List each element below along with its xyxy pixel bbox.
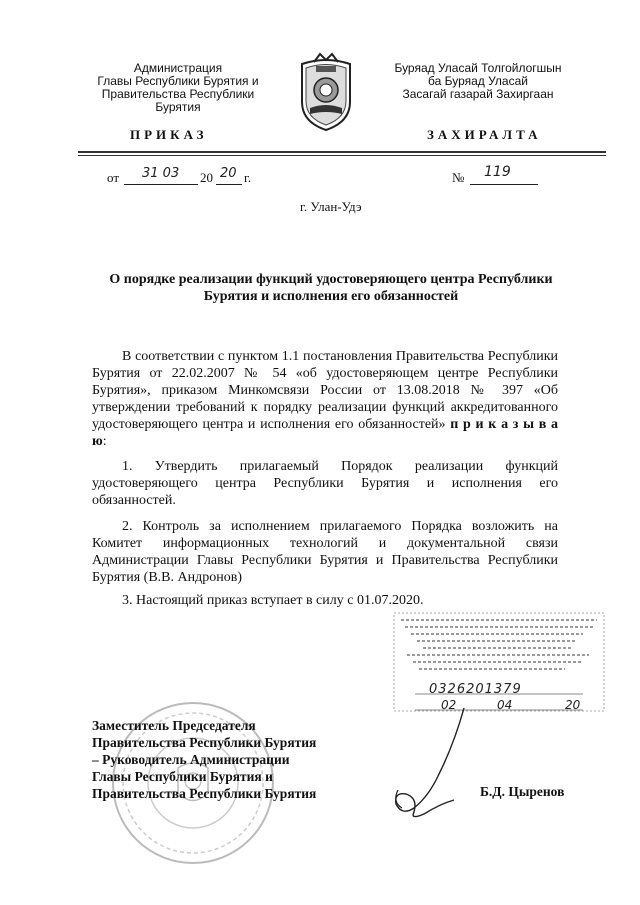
date-suffix: г. — [244, 170, 252, 185]
order-item-1: 1. Утвердить прилагаемый Порядок реализации функций удостоверяющего центра Республики Бурятия и исполнения его обязанностей. — [92, 459, 558, 508]
header-rule-thin — [78, 155, 606, 156]
year-handwritten: 20 — [220, 166, 237, 181]
handwritten-signature — [384, 704, 494, 824]
stamp-texture — [393, 612, 605, 712]
signatory-name: Б.Д. Цыренов — [480, 784, 565, 799]
intro-end: : — [102, 434, 107, 449]
position-line: Правительства Республики Бурятия — [92, 735, 317, 750]
number-underline — [470, 184, 538, 185]
stamp-reg-number: 0326201379 — [429, 682, 522, 697]
title-line: Бурятия и исполнения его обязанностей — [203, 289, 459, 304]
date-year-prefix: 20 — [200, 170, 213, 185]
header-rule-thick — [78, 151, 606, 153]
stamp-month: 04 — [497, 698, 513, 712]
registration-stamp — [393, 612, 605, 712]
date-prefix: от — [107, 170, 120, 185]
header-right-line: Буряад Уласай Толгойлогшын — [394, 61, 562, 75]
header-right-line: Засагай газарай Захиргаан — [402, 87, 554, 101]
position-line: Заместитель Председателя — [92, 718, 256, 733]
doc-type-left: ПРИКАЗ — [130, 127, 208, 142]
header-left-line: Главы Республики Бурятия и — [97, 74, 259, 88]
date-handwritten: 31 03 — [142, 166, 180, 181]
order-item-2: 2. Контроль за исполнением прилагаемого Порядка возложить на Комитет информационных технологий и документальной связи Администрации Главы Республики Бурятия и Правительства Республики Бурятия (В.В. Андронов) — [92, 519, 558, 585]
doc-type-right: ЗАХИРАЛТА — [427, 127, 542, 142]
header-right-line: ба Буряад Уласай — [427, 74, 528, 88]
intro-paragraph — [92, 348, 558, 450]
intro-text: В соответствии с пунктом 1.1 постановления Правительства Республики Бурятия от 22.02.2007 № 54 «об удостоверяющем центре Республики Бурятия», приказом Минкомсвязи России от 13.08.2018 № 397 «Об утверждении требований к порядку реализации функций аккредитованного удостоверяющего центра и исполнения его обязанностей» — [92, 349, 558, 432]
position-line: Главы Республики Бурятия и — [92, 769, 273, 784]
city-label: г. Улан-Удэ — [300, 199, 362, 214]
title-line: О порядке реализации функций удостоверяющего центра Республики — [109, 272, 553, 287]
year-underline — [216, 184, 242, 185]
number-prefix: № — [452, 170, 465, 185]
stamp-day: 02 — [441, 698, 457, 712]
header-left-org — [78, 62, 278, 114]
header-left-line: Администрация — [133, 61, 223, 75]
number-handwritten: 119 — [484, 164, 511, 180]
date-underline — [124, 184, 198, 185]
order-item-3: 3. Настоящий приказ вступает в силу с 01.07.2020. — [122, 593, 424, 608]
stamp-year: 20 — [565, 698, 581, 712]
document-title — [88, 271, 574, 305]
header-right-org — [388, 62, 568, 101]
position-line: – Руководитель Администрации — [92, 752, 290, 767]
position-line: Правительства Республики Бурятия — [92, 786, 317, 801]
intro-emphasis: п р и к а з ы в а ю — [92, 417, 559, 449]
coat-of-arms-emblem — [296, 52, 356, 132]
header-left-line: Правительства Республики Бурятия — [101, 87, 255, 114]
signatory-position — [92, 717, 352, 802]
